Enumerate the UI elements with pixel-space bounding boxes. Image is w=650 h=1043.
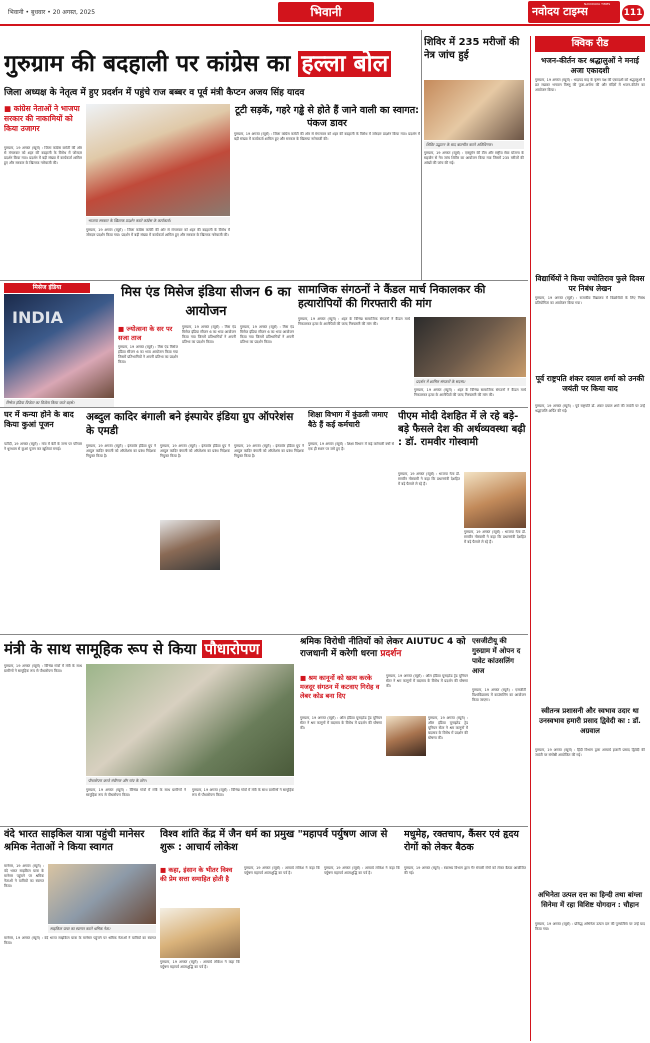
plantation-text-2: गुरुग्राम, 19 अगस्त (ब्यूरो) : विभिन्न गांवों में मंत्री के साथ ग्रामीणों ने सामूहिक रूप से पौधारोपण किया। [86,788,186,797]
shivir-caption: शिविर उद्घाटन के बाद बातचीत करते अतिथिगण। [424,141,524,149]
aiutuc-photo [386,716,426,756]
plantation-text-3: गुरुग्राम, 19 अगस्त (ब्यूरो) : विभिन्न गांवों में मंत्री के साथ ग्रामीणों ने सामूहिक रूप से पौधारोपण किया। [192,788,294,797]
shivir-text: गुरुग्राम, 19 अगस्त (ब्यूरो) : एक्यूमेन की टीम और राष्ट्रीय सेवा योजना के सहयोग से नेत्र जांच शिविर का आयोजन किया गया जिसमें 235 मरीजों की आंखों की जांच की गई। [424,151,524,165]
jain-text: गुरुग्राम, 19 अगस्त (ब्यूरो) : आचार्य लोकेश ने कहा कि पर्युषण महापर्व आत्मशुद्धि का पर्व है। [160,960,240,969]
pm-modi-text-2: गुरुग्राम, 19 अगस्त (ब्यूरो) : भाजपा नेता डॉ. रामवीर गोस्वामी ने कहा कि प्रधानमंत्री देशहित में बड़े फैसले ले रहे हैं। [464,530,526,544]
aiutuc-text: गुरुग्राम, 19 अगस्त (ब्यूरो) : ऑल इंडिया यूनाइटेड ट्रेड यूनियन सेंटर ने श्रम कानूनों में बदलाव के विरोध में प्रदर्शन की घोषणा की। [300,716,382,730]
aiutuc-side-head: ■ श्रम कानूनों को खत्म करके मजदूर संगठन में कटवाए गिरोह व लेबर कोड बना दिए [300,674,380,700]
jain-side-head: ■ कहा, इंसान के भीतर विश्व की प्रेम सत्ता समाहित होती है [160,866,233,883]
shivir-headline: शिविर में 235 मरीजों की नेत्र जांच हुई [424,37,520,61]
vande-caption: साइकिल यात्रा का स्वागत करते श्रमिक नेता। [48,925,156,933]
plantation-photo [86,664,294,776]
divider [0,407,528,408]
plantation-text: गुरुग्राम, 19 अगस्त (ब्यूरो) : विभिन्न गांवों में मंत्री के साथ ग्रामीणों ने सामूहिक रूप से पौधारोपण किया। [4,664,82,673]
plantation-headline [4,636,304,662]
lead-inner-text: गुरुग्राम, 19 अगस्त (ब्यूरो) : जिला कांग्रेस कमेटी की ओर से मंगलवार को शहर की बदहाली के विरोध में जोरदार प्रदर्शन किया गया। प्रदर्शन में बड़ी संख्या में कार्यकर्ता शामिल हुए और सरकार के खिलाफ नारेबाजी की। [234,132,420,141]
aiutuc-text-2: गुरुग्राम, 19 अगस्त (ब्यूरो) : ऑल इंडिया यूनाइटेड ट्रेड यूनियन सेंटर ने श्रम कानूनों में बदलाव के विरोध में प्रदर्शन की घोषणा की। [386,674,468,688]
women-headline: घर में कन्या होने के बाद किया कुआं पूजन [4,410,74,429]
masthead [0,0,650,26]
plantation-headline-highlight: पौधारोपण [202,640,263,658]
miss-india-photo-text: INDIA [12,308,63,327]
abdul-text-3: गुरुग्राम, 19 अगस्त (ब्यूरो) : इंस्पायेर इंडिया ग्रुप ने अब्दुल कादिर बंगाली को ऑपरेशंस का प्रबंध निदेशक नियुक्त किया है। [234,444,304,458]
aiutuc-text-3: गुरुग्राम, 19 अगस्त (ब्यूरो) : ऑल इंडिया यूनाइटेड ट्रेड यूनियन सेंटर ने श्रम कानूनों में बदलाव के विरोध में प्रदर्शन की घोषणा की। [428,716,468,740]
quick-read-item-text: गुरुग्राम, 19 अगस्त (ब्यूरो) : हिंदी विभाग द्वारा आचार्य हजारी प्रसाद द्विवेदी की जयंती पर संगोष्ठी आयोजित की गई। [535,748,645,757]
quick-read-item-head: अभिनेता उत्पल दत्त का हिन्दी तथा बांग्ला सिनेमा में रहा विशिष्ट योगदान : चौहान [537,891,643,909]
brand-sub: NAVODAYA TIMES [584,2,611,6]
quick-read-item-head: भजन-कीर्तन कर श्रद्धालुओं ने मनाई अजा एकादशी [541,56,639,75]
jain-headline: विश्व शांति केंद्र में जैन धर्म का प्रमुख "महापर्व पर्युषण आज से शुरू : आचार्य लोकेश [160,829,388,853]
quick-read-item-text: गुरुग्राम, 19 अगस्त (ब्यूरो) : पूर्व राष्ट्रपति डॉ. शंकर दयाल शर्मा की जयंती पर उन्हें श्रद्धांजलि अर्पित की गई। [535,404,645,413]
pm-modi-text: गुरुग्राम, 19 अगस्त (ब्यूरो) : भाजपा नेता डॉ. रामवीर गोस्वामी ने कहा कि प्रधानमंत्री देशहित में बड़े फैसले ले रहे हैं। [398,472,460,486]
miss-india-text-3: गुरुग्राम, 19 अगस्त (ब्यूरो) : मिस एंड मिसेज इंडिया सीजन 6 का भव्य आयोजन किया गया जिसमें प्रतिभागियों ने अपनी प्रतिभा का प्रदर्शन किया। [240,325,294,344]
quick-read-item-head: पूर्व राष्ट्रपति शंकर दयाल शर्मा को उनकी जयंती पर किया याद [535,374,645,393]
plantation-headline-text: मंत्री के साथ सामूहिक रूप से किया [4,640,197,658]
sgt-text: गुरुग्राम, 19 अगस्त (ब्यूरो) : एसजीटी विश्वविद्यालय में काउंसलिंग का आयोजन किया जाएगा। [472,688,526,702]
jain-text-2: गुरुग्राम, 19 अगस्त (ब्यूरो) : आचार्य लोकेश ने कहा कि पर्युषण महापर्व आत्मशुद्धि का पर्व है। [244,866,320,875]
masthead-info: भिवानी • बुधवार • 20 अगस्त, 2025 [8,9,96,16]
quick-read-sidebar [530,36,646,1041]
aiutuc-headline-highlight: प्रदर्शन [380,649,402,659]
page-number: 111 [622,5,644,21]
abdul-headline: अब्दुल कादिर बंगाली बने इंस्पायेर इंडिया ग्रुप ऑपरेशंस के एमडी [86,411,294,437]
miss-india-headline: मिस एंड मिसेज इंडिया सीजन 6 का आयोजन [121,285,291,319]
lead-headline-highlight: हल्ला बोल [298,51,391,77]
candle-march-headline: सामाजिक संगठनों ने कैंडल मार्च निकालकर की हत्यारोपियों की गिरफ्तारी की मांग [298,283,486,310]
lead-headline-text: गुरुग्राम की बदहाली पर कांग्रेस का [4,51,291,77]
health-text: गुरुग्राम, 19 अगस्त (ब्यूरो) : स्वास्थ्य विभाग द्वारा गैर संचारी रोगों को लेकर बैठक आयोजित की गई। [404,866,526,875]
miss-india-text-2: गुरुग्राम, 19 अगस्त (ब्यूरो) : मिस एंड मिसेज इंडिया सीजन 6 का भव्य आयोजन किया गया जिसमें प्रतिभागियों ने अपनी प्रतिभा का प्रदर्शन किया। [182,325,236,344]
vande-headline: वंदे भारत साइकिल यात्रा पहुंची मानेसर श्रमिक नेताओं ने किया स्वागत [4,829,145,853]
quick-read-item-text: गुरुग्राम, 19 अगस्त (ब्यूरो) : भाद्रपद माह के कृष्ण पक्ष की एकादशी को श्रद्धालुओं ने व्रत रखकर भगवान विष्णु की पूजा-अर्चना की और मंदिरों में भजन-कीर्तन का आयोजन किया। [535,78,645,92]
pm-modi-photo [464,472,526,528]
sgt-headline: एसजीटीयू की गुरुग्राम में ओपन द पावेट कांउसलिंग आज [472,637,521,675]
vande-text: मानेसर, 19 अगस्त (ब्यूरो) : वंदे भारत साइकिल यात्रा के मानेसर पहुंचने पर श्रमिक नेताओं ने यात्रियों का स्वागत किया। [4,864,44,888]
lead-headline [4,44,414,84]
divider [0,280,528,281]
candle-march-text: गुरुग्राम, 19 अगस्त (ब्यूरो) : शहर के विभिन्न सामाजिक संगठनों ने कैंडल मार्च निकालकर हत्या के आरोपियों की जल्द गिरफ्तारी की मांग की। [298,317,410,326]
brand-block [528,1,620,23]
quick-read-item-text: गुरुग्राम, 19 अगस्त (ब्यूरो) : राजकीय विद्यालय में विद्यार्थियों के लिए निबंध प्रतियोगिता का आयोजन किया गया। [535,296,645,305]
lead-inner-headline: टूटी सड़कें, गहरे गड्ढे से होते हैं जाने वाली का स्वागत: पंकज डावर [235,105,419,129]
quick-read-title: क्विक रीड [535,36,645,52]
abdul-text-2: गुरुग्राम, 19 अगस्त (ब्यूरो) : इंस्पायेर इंडिया ग्रुप ने अब्दुल कादिर बंगाली को ऑपरेशंस का प्रबंध निदेशक नियुक्त किया है। [160,444,230,458]
quick-read-item-text: गुरुग्राम, 19 अगस्त (ब्यूरो) : प्रसिद्ध अभिनेता उत्पल दत्त की पुण्यतिथि पर उन्हें याद किया गया। [535,922,645,931]
shiksha-headline: शिक्षा विभाग में कुंडली जमाए बैठे हैं कई कर्मचारी [308,410,388,429]
vande-text-2: मानेसर, 19 अगस्त (ब्यूरो) : वंदे भारत साइकिल यात्रा के मानेसर पहुंचने पर श्रमिक नेताओं ने यात्रियों का स्वागत किया। [4,936,156,945]
aiutuc-headline [300,636,468,672]
shivir-photo [424,80,524,140]
lead-dateline: गुरुग्राम, 19 अगस्त (ब्यूरो) : जिला कांग्रेस कमेटी की ओर से मंगलवार को शहर की बदहाली के विरोध में जोरदार प्रदर्शन किया गया। प्रदर्शन में बड़ी संख्या में कार्यकर्ता शामिल हुए और सरकार के खिलाफ नारेबाजी की। [4,146,82,165]
miss-india-caption: मिसेज इंडिया विजेता का विजेता किया जाते बहसे। [4,399,114,407]
miss-india-subhead: ■ ज्योत्सना के सर पर सजा ताज [118,325,173,342]
quick-read-item-head: स्वीतन्त्र प्रशासनी और स्वभाव उदार था उनस्वभाव हमारी प्रसाद द्विवेदी का : डॉ. अग्रवाल [539,707,641,735]
lead-side-head: ■ कांग्रेस नेताओं ने भाजपा सरकार की नाकामियों को किया उजागर [4,104,80,133]
pm-modi-headline: पीएम मोदी देशहित में ले रहे बड़े-बड़े फैसले देश की अर्थव्यवस्था बढ़ी : डॉ. रामवीर गोस्वामी [398,411,526,448]
candle-march-caption: प्रदर्शन में शामिल संगठनों के सदस्य। [414,378,526,386]
quick-read-item-head: विद्यार्थियों ने किया ज्योतिराव फुले दिवस पर निबंध लेखन [535,274,645,293]
divider [0,634,528,635]
miss-india-photo [4,294,114,398]
candle-march-photo [414,317,526,377]
lead-photo [86,104,230,216]
miss-india-tag: मिसेज इंडिया [4,283,90,293]
miss-india-text: गुरुग्राम, 19 अगस्त (ब्यूरो) : मिस एंड मिसेज इंडिया सीजन 6 का भव्य आयोजन किया गया जिसमें प्रतिभागियों ने अपनी प्रतिभा का प्रदर्शन किया। [118,345,178,364]
lead-subhead: जिला अध्यक्ष के नेतृत्व में हुए प्रदर्शन में पहुंचे राज बब्बर व पूर्व मंत्री कैप्टन अजय सिंह यादव [4,88,305,98]
divider [0,826,528,827]
health-headline: मधुमेह, रक्तचाप, कैंसर एवं हृदय रोगों को लेकर बैठक [404,829,519,853]
aiutuc-headline-text: श्रमिक विरोधी नीतियों को लेकर AIUTUC 4 को राजधानी में करेगी धरना [300,637,466,659]
abdul-text: गुरुग्राम, 19 अगस्त (ब्यूरो) : इंस्पायेर इंडिया ग्रुप ने अब्दुल कादिर बंगाली को ऑपरेशंस का प्रबंध निदेशक नियुक्त किया है। [86,444,156,458]
brand-name: नवोदय टाइम्स [532,5,588,18]
shiksha-text: गुरुग्राम, 19 अगस्त (ब्यूरो) : शिक्षा विभाग में कई कर्मचारी वर्षों से एक ही स्थान पर जमे हुए हैं। [308,442,394,451]
lead-caption: भाजपा सरकार के खिलाफ प्रदर्शन करते कांग्रेस के कार्यकर्ता। [86,217,230,225]
women-text: पटौदी, 19 अगस्त (ब्यूरो) : गांव में बेटी के जन्म पर परिवार ने धूमधाम से कुआं पूजन कर खुशियां मनाई। [4,442,82,451]
abdul-photo [160,520,220,570]
jain-photo [160,908,240,958]
jain-text-3: गुरुग्राम, 19 अगस्त (ब्यूरो) : आचार्य लोकेश ने कहा कि पर्युषण महापर्व आत्मशुद्धि का पर्व है। [324,866,400,875]
divider [421,30,422,280]
section-title: भिवानी [278,2,374,22]
candle-march-text-2: गुरुग्राम, 19 अगस्त (ब्यूरो) : शहर के विभिन्न सामाजिक संगठनों ने कैंडल मार्च निकालकर हत्या के आरोपियों की जल्द गिरफ्तारी की मांग की। [414,388,526,397]
lead-col-text: गुरुग्राम, 19 अगस्त (ब्यूरो) : जिला कांग्रेस कमेटी की ओर से मंगलवार को शहर की बदहाली के विरोध में जोरदार प्रदर्शन किया गया। प्रदर्शन में बड़ी संख्या में कार्यकर्ता शामिल हुए और सरकार के खिलाफ नारेबाजी की। [86,228,230,237]
vande-photo [48,864,156,924]
plantation-caption: पौधारोपण करते मंत्रीगण और गांव के लोग। [86,777,294,785]
